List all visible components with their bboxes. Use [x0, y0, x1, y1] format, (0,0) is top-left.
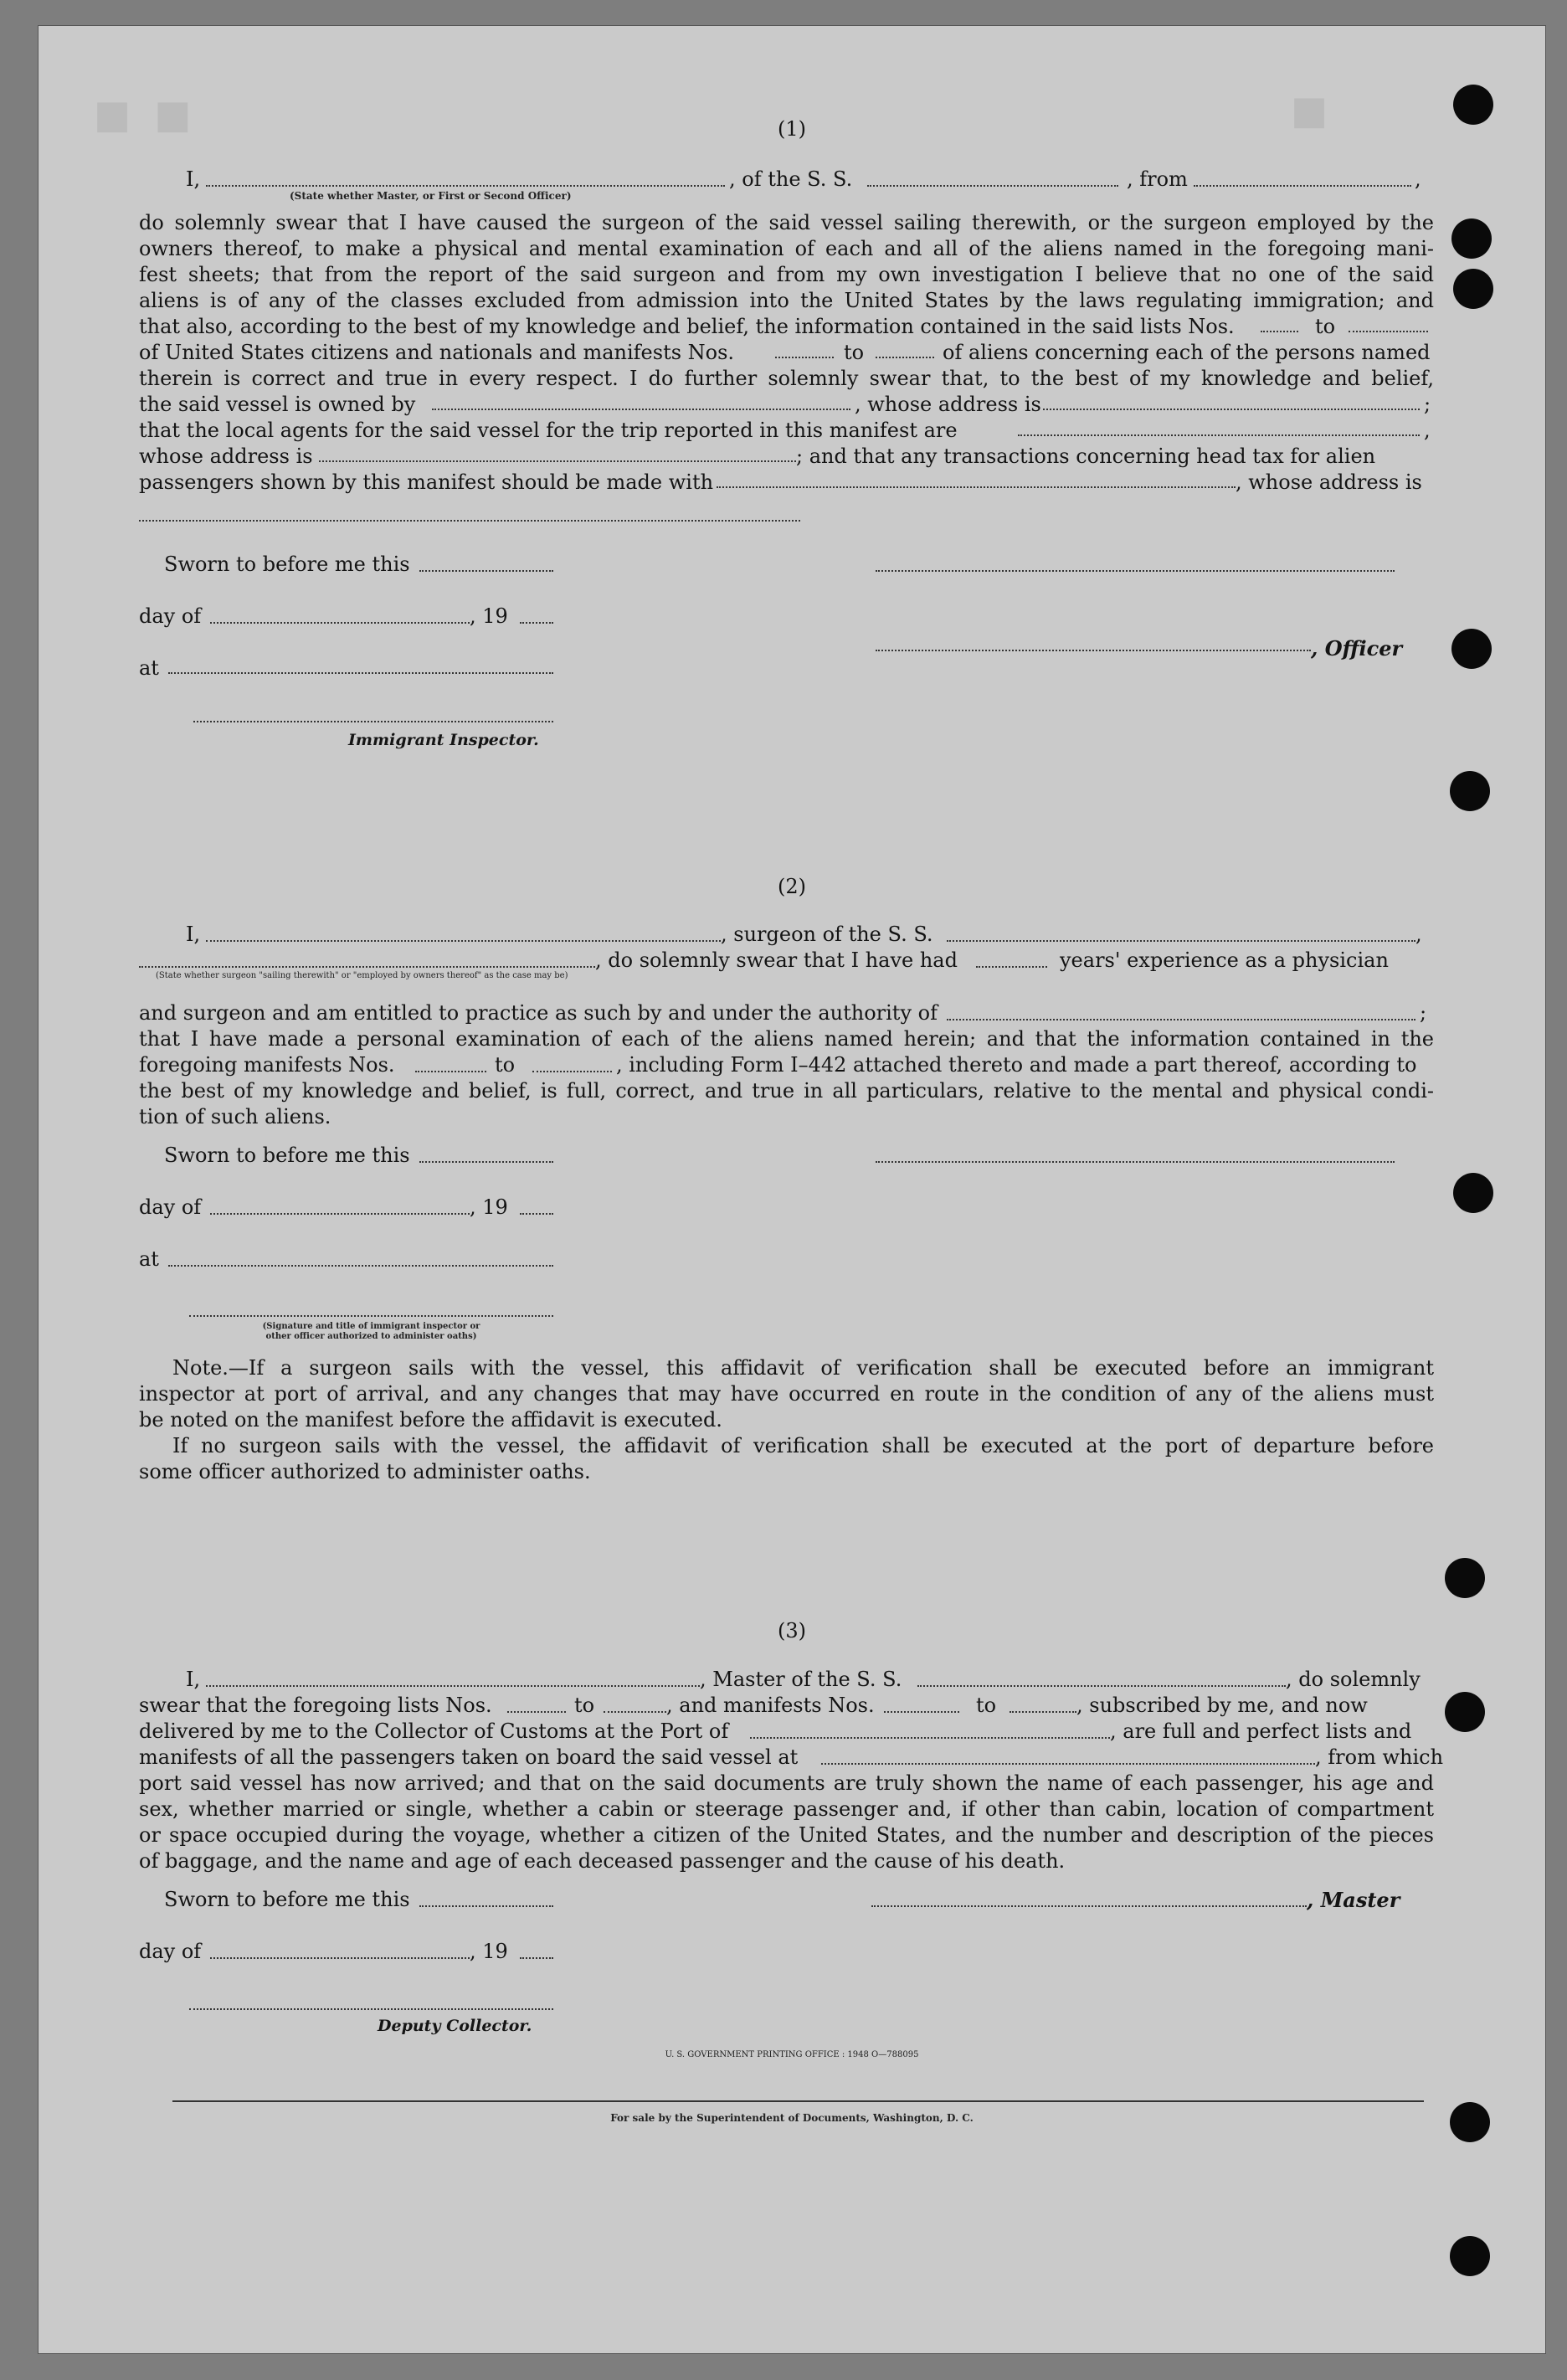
s2-manifests-from-field[interactable]	[415, 1071, 486, 1072]
s3-para-line: , from which	[1315, 1745, 1444, 1769]
footer-rule	[172, 2100, 1424, 2102]
s1-owner-address-label: , whose address is	[855, 393, 1041, 416]
s3-sworn-date-field[interactable]	[419, 1905, 553, 1907]
manifest-sheet	[38, 25, 1546, 2354]
s2-para-line: tion of such aliens.	[139, 1105, 331, 1128]
authority-field[interactable]	[947, 1019, 1415, 1020]
s1-sworn-label: Sworn to before me this	[164, 553, 410, 576]
place-field[interactable]	[168, 672, 553, 674]
s1-line1-from: , from	[1127, 167, 1188, 191]
s1-para-line: that also, according to the best of my knowledge and belief, the information contained in the said lists Nos.	[139, 315, 1235, 338]
s2-manifests-label: foregoing manifests Nos.	[139, 1053, 395, 1077]
s1-line1-i: I,	[186, 167, 201, 191]
s2-to: to	[495, 1053, 516, 1077]
s3-to: to	[976, 1694, 997, 1717]
punch-hole	[1451, 629, 1492, 669]
s3-para-line: port said vessel has now arrived; and that on the said documents are truly shown the name of each passenger, his age and	[139, 1771, 1434, 1795]
s2-sworn-label: Sworn to before me this	[164, 1144, 410, 1167]
s2-years-label: years' experience as a physician	[1060, 948, 1389, 972]
s1-para-line: , whose address is	[1236, 470, 1422, 494]
s1-comma: ,	[1424, 419, 1431, 442]
s3-sworn-label: Sworn to before me this	[164, 1888, 410, 1911]
s2-manifests-to-field[interactable]	[532, 1071, 612, 1072]
section-2-heading: (2)	[778, 875, 806, 898]
s1-dayof-label: day of	[139, 604, 202, 628]
s1-para-line: therein is correct and true in every respect. I do further solemnly swear that, to the best of my knowledge and belief,	[139, 367, 1434, 390]
s3-to: to	[574, 1694, 595, 1717]
surgeon-name-field[interactable]	[206, 940, 721, 942]
s2-year-label: , 19	[470, 1195, 508, 1219]
deputy-collector-label: Deputy Collector.	[378, 2017, 532, 2035]
s3-lists-to-field[interactable]	[604, 1711, 666, 1713]
s2-sig-caption: other officer authorized to administer oaths)	[265, 1332, 477, 1341]
year-field[interactable]	[520, 622, 553, 624]
s2-para-line: , including Form I–442 attached thereto and made a part thereof, according to	[616, 1053, 1417, 1077]
punch-hole	[1445, 1692, 1485, 1732]
s1-line1-comma: ,	[1415, 167, 1421, 191]
s1-line1-subcaption: (State whether Master, or First or Second Officer)	[290, 190, 572, 202]
inspector-label: Immigrant Inspector.	[348, 731, 539, 749]
s3-master-label: , Master of the S. S.	[700, 1668, 902, 1691]
s1-para-line: of aliens concerning each of the persons named	[943, 341, 1431, 364]
s3-manifests-to-field[interactable]	[1010, 1711, 1076, 1713]
punch-hole	[1445, 1558, 1485, 1598]
punch-hole	[1453, 1173, 1493, 1213]
s2-para-line: that I have made a personal examination of each of the aliens named herein; and that the information contained in the	[139, 1027, 1434, 1051]
lists-to-field[interactable]	[1349, 331, 1428, 332]
s3-year-field[interactable]	[520, 1957, 553, 1959]
s2-surgeon-label: , surgeon of the S. S.	[721, 923, 933, 946]
port-field[interactable]	[750, 1737, 1110, 1739]
s3-para-line: , are full and perfect lists and	[1110, 1719, 1412, 1743]
s3-year-label: , 19	[470, 1940, 508, 1963]
s2-swear-label: , do solemnly swear that I have had	[595, 948, 958, 972]
s2-line1-i: I,	[186, 923, 201, 946]
s1-para-line: aliens is of any of the classes excluded from admission into the United States by the laws regulating immigration; and	[139, 289, 1434, 312]
s1-para-line: ; and that any transactions concerning head tax for alien	[796, 445, 1376, 468]
punch-hole	[1453, 269, 1493, 309]
s1-to: to	[844, 341, 865, 364]
note-line: inspector at port of arrival, and any changes that may have occurred en route in the condition of any of the aliens must	[139, 1382, 1434, 1406]
s1-to: to	[1315, 315, 1336, 338]
surgeon-signature-field[interactable]	[876, 1161, 1395, 1163]
master-name-field[interactable]	[206, 1685, 700, 1687]
s2-dayof-label: day of	[139, 1195, 202, 1219]
s2-comma: ,	[1415, 923, 1422, 946]
s2-authority-label: and surgeon and am entitled to practice as such by and under the authority of	[139, 1001, 938, 1025]
s3-dayof-label: day of	[139, 1940, 202, 1963]
s3-subscribed: , subscribed by me, and now	[1076, 1694, 1368, 1717]
note-line: Note.—If a surgeon sails with the vessel, this affidavit of verification shall be executed before an immigrant	[172, 1356, 1434, 1380]
punch-hole	[1451, 218, 1492, 259]
s3-manifests-label: , and manifests Nos.	[666, 1694, 875, 1717]
s3-solemnly: , do solemnly	[1286, 1668, 1421, 1691]
officer-label: , Officer	[1311, 636, 1403, 661]
name-field[interactable]	[206, 185, 725, 187]
s2-place-field[interactable]	[168, 1265, 553, 1267]
s1-para-line: of United States citizens and nationals and manifests Nos.	[139, 341, 735, 364]
s3-lists-from-field[interactable]	[507, 1711, 566, 1713]
owner-address-field[interactable]	[1043, 409, 1420, 410]
s1-headtax-label: passengers shown by this manifest should be made with	[139, 470, 714, 494]
s3-lists-label: swear that the foregoing lists Nos.	[139, 1694, 492, 1717]
owner-field[interactable]	[432, 409, 850, 410]
officer-signature-field[interactable]	[876, 570, 1395, 572]
bleed-through: ■	[1294, 80, 1325, 139]
surgeon-capacity-field[interactable]	[139, 966, 595, 968]
s1-year-label: , 19	[470, 604, 508, 628]
boarding-port-field[interactable]	[821, 1763, 1315, 1765]
years-experience-field[interactable]	[976, 966, 1047, 968]
s1-line1-ofss: , of the S. S.	[729, 167, 853, 191]
head-tax-party-field[interactable]	[717, 486, 1236, 488]
s3-port-label: delivered by me to the Collector of Customs at the Port of	[139, 1719, 729, 1743]
s3-vessel-field[interactable]	[917, 1685, 1286, 1687]
s1-owned-label: the said vessel is owned by	[139, 393, 416, 416]
s2-month-field[interactable]	[210, 1213, 470, 1215]
s1-at-label: at	[139, 656, 159, 680]
s2-subcaption: (State whether surgeon "sailing therewith" or "employed by owners thereof" as the case may be)	[156, 971, 568, 980]
s1-para-line: do solemnly swear that I have caused the surgeon of the said vessel sailing therewith, or the surgeon employed by the	[139, 211, 1434, 234]
section-1-heading: (1)	[778, 117, 806, 141]
manifests-from-field[interactable]	[775, 357, 834, 358]
punch-hole	[1450, 771, 1490, 811]
s2-vessel-field[interactable]	[947, 940, 1415, 942]
bleed-through: ■ ■	[97, 85, 188, 143]
s3-para-line: sex, whether married or single, whether a cabin or steerage passenger and, if other than cabin, location of compartment	[139, 1797, 1434, 1821]
lists-from-field[interactable]	[1261, 331, 1298, 332]
s2-sworn-date-field[interactable]	[419, 1161, 553, 1163]
s3-manifests-from-field[interactable]	[884, 1711, 959, 1713]
from-port-field[interactable]	[1194, 185, 1411, 187]
master-label: , Master	[1307, 1888, 1400, 1912]
s1-agents-label: that the local agents for the said vessel for the trip reported in this manifest are	[139, 419, 958, 442]
master-signature-field[interactable]	[871, 1905, 1307, 1907]
section-3-heading: (3)	[778, 1619, 806, 1642]
s2-at-label: at	[139, 1247, 159, 1271]
agents-field[interactable]	[1018, 434, 1420, 436]
sale-notice: For sale by the Superintendent of Documents, Washington, D. C.	[610, 2112, 974, 2124]
s3-para-line: of baggage, and the name and age of each deceased passenger and the cause of his death.	[139, 1849, 1066, 1873]
s2-year-field[interactable]	[520, 1213, 553, 1215]
note-line: some officer authorized to administer oaths.	[139, 1460, 591, 1483]
gpo-imprint: U. S. GOVERNMENT PRINTING OFFICE : 1948 O—788095	[665, 2050, 919, 2059]
s1-para-line: owners thereof, to make a physical and mental examination of each and all of the aliens named in the foregoing mani-	[139, 237, 1434, 260]
vessel-name-field[interactable]	[867, 185, 1118, 187]
s2-inspector-signature-field[interactable]	[189, 1315, 553, 1317]
address-continuation-field[interactable]	[139, 520, 800, 522]
note-line: be noted on the manifest before the affidavit is executed.	[139, 1408, 722, 1432]
s1-para-line: fest sheets; that from the report of the said surgeon and from my own investigation I believe that no one of the said	[139, 263, 1434, 286]
officer-title-field[interactable]	[876, 650, 1311, 651]
manifests-to-field[interactable]	[876, 357, 934, 358]
s3-month-field[interactable]	[210, 1957, 470, 1959]
note-line: If no surgeon sails with the vessel, the affidavit of verification shall be executed at the port of departure before	[172, 1434, 1434, 1457]
s2-para-line: the best of my knowledge and belief, is full, correct, and true in all particulars, relative to the mental and physical condi-	[139, 1079, 1434, 1103]
s3-line1-i: I,	[186, 1668, 201, 1691]
collector-signature-field[interactable]	[189, 2008, 553, 2010]
s1-semicolon: ;	[1424, 393, 1431, 416]
s3-boarding-label: manifests of all the passengers taken on board the said vessel at	[139, 1745, 799, 1769]
inspector-signature-field[interactable]	[193, 721, 553, 722]
agent-address-field[interactable]	[319, 460, 796, 462]
s1-agent-address-label: whose address is	[139, 445, 313, 468]
punch-hole	[1450, 2236, 1490, 2276]
month-field[interactable]	[210, 622, 470, 624]
s2-semicolon: ;	[1420, 1001, 1427, 1025]
s2-sig-caption: (Signature and title of immigrant inspector or	[262, 1322, 480, 1331]
sworn-date-field[interactable]	[419, 570, 553, 572]
s3-para-line: or space occupied during the voyage, whether a citizen of the United States, and the number and description of the pieces	[139, 1823, 1434, 1847]
